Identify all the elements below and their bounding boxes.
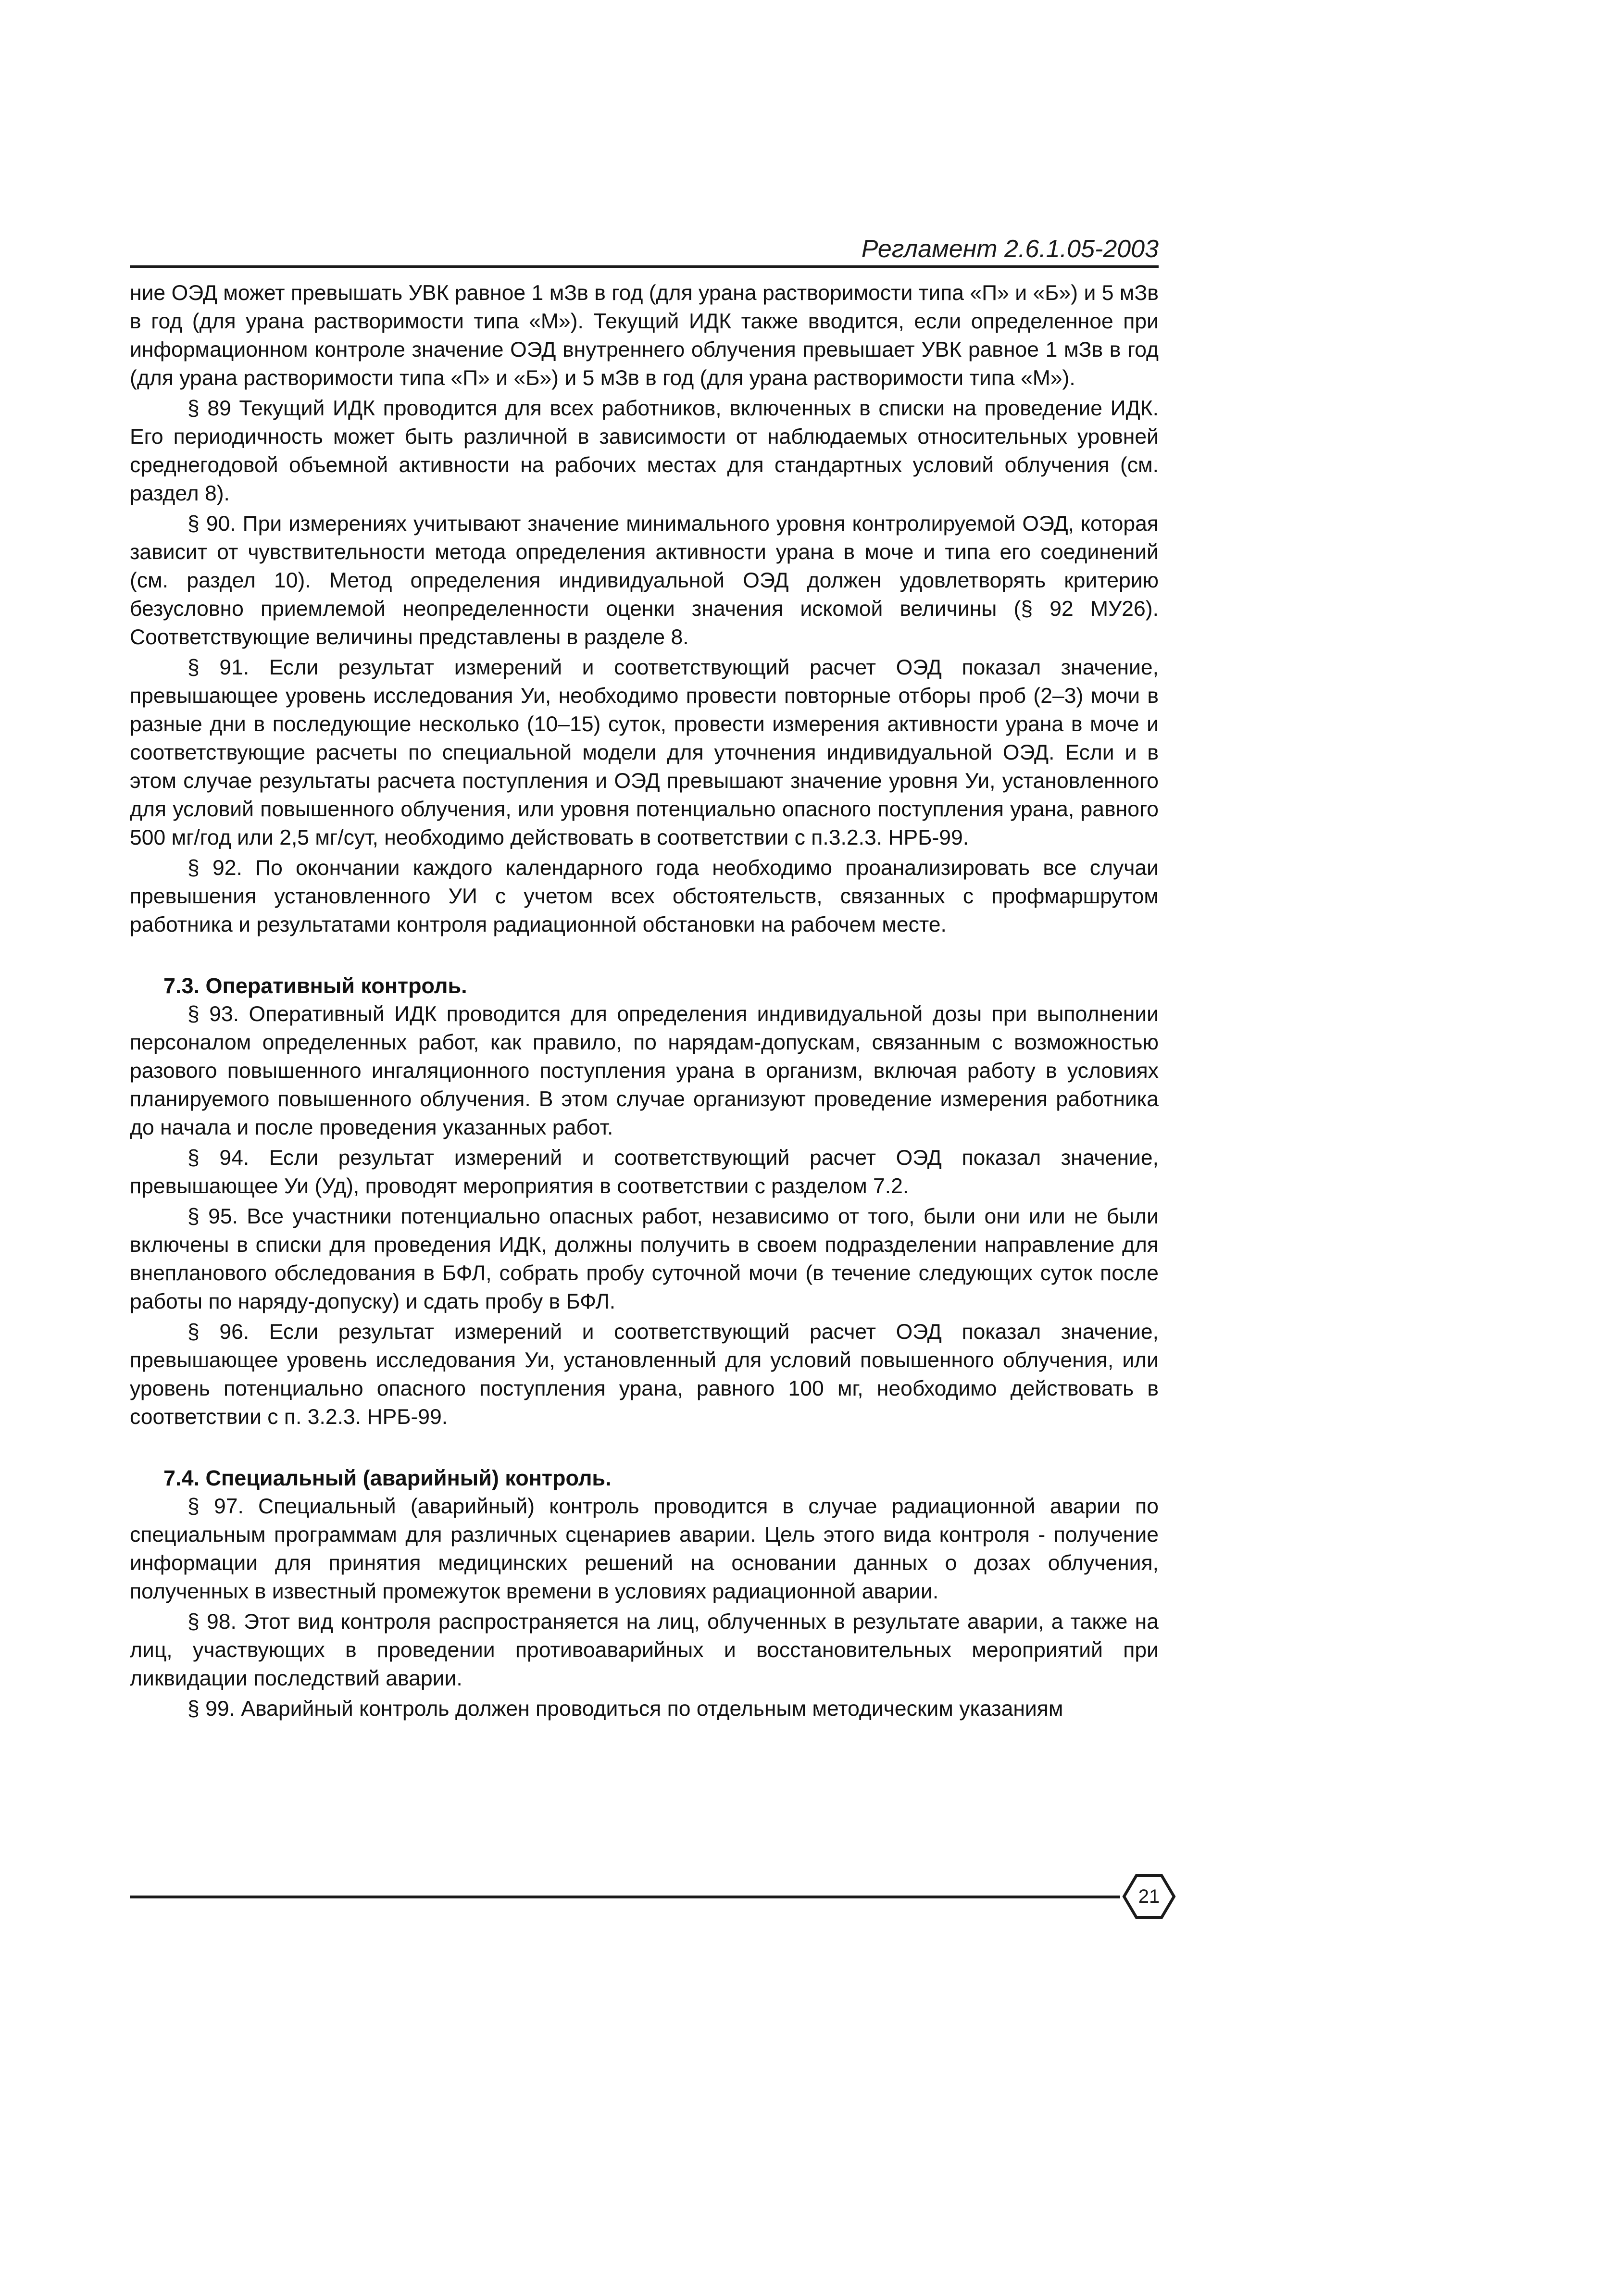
paragraph-93: § 93. Оперативный ИДК проводится для определения индивидуальной дозы при выполнении персоналом определенных работ, как правило, по нарядам-допускам, связанным с возможностью разового повышенного ингаляционного поступления урана в организм, включая работу в условиях планируемого повышенного облучения. В этом случае организуют проведение измерения работника до начала и после проведения указанных работ. — [130, 1002, 1159, 1139]
footer-rule — [130, 1896, 1120, 1898]
paragraph-99: § 99. Аварийный контроль должен проводиться по отдельным методическим указаниям — [187, 1697, 1063, 1721]
paragraph-90: § 90. При измерениях учитывают значение минимального уровня контролируемой ОЭД, которая зависит от чувствительности метода определения активности урана в моче и типа его соединений (см. раздел 10). Метод определения индивидуальной ОЭД должен удовлетворять критерию безусловно приемлемой неопределенности оценки значения искомой величины (§ 92 МУ26). Соответствующие величины представлены в разделе 8. — [130, 512, 1159, 649]
section-heading-7-3: 7.3. Оперативный контроль. — [163, 973, 467, 998]
page-number: 21 — [1138, 1886, 1160, 1907]
paragraph-92: § 92. По окончании каждого календарного года необходимо проанализировать все случаи превышения установленного УИ с учетом всех обстоятельств, связанных с профмаршрутом работника и результатами контроля радиационной обстановки на рабочем месте. — [130, 856, 1159, 936]
paragraph-94: § 94. Если результат измерений и соответствующий расчет ОЭД показал значение, превышающее Уи (Уд), проводят мероприятия в соответствии с разделом 7.2. — [130, 1146, 1159, 1198]
section-heading-7-4: 7.4. Специальный (аварийный) контроль. — [163, 1466, 612, 1490]
paragraph-continued: ние ОЭД может превышать УВК равное 1 мЗв в год (для урана растворимости типа «П» и «Б») и 5 мЗв в год (для урана растворимости типа «М»). Текущий ИДК также вводится, если определенное при информационном контроле значение ОЭД внутреннего облучения превышает УВК равное 1 мЗв в год (для урана растворимости типа «П» и «Б») и 5 мЗв в год (для урана растворимости типа «М»). — [130, 281, 1159, 390]
paragraph-96: § 96. Если результат измерений и соответствующий расчет ОЭД показал значение, превышающее уровень исследования Уи, установленный для условий повышенного облучения, или уровень потенциально опасного поступления урана, равного 100 мг, необходимо действовать в соответствии с п. 3.2.3. НРБ-99. — [130, 1320, 1159, 1429]
running-title: Регламент 2.6.1.05-2003 — [861, 235, 1159, 263]
paragraph-95: § 95. Все участники потенциально опасных работ, независимо от того, были они или не были включены в списки для проведения ИДК, должны получить в своем подразделении направление для внепланового обследования в БФЛ, собрать пробу суточной мочи (в течение следующих суток после работы по наряду-допуску) и сдать пробу в БФЛ. — [130, 1205, 1159, 1313]
paragraph-98: § 98. Этот вид контроля распространяется на лиц, облученных в результате аварии, а также на лиц, участвующих в проведении противоаварийных и восстановительных мероприятий при ликвидации последствий аварии. — [130, 1610, 1159, 1690]
page-footer — [130, 1868, 1195, 1925]
document-body — [130, 279, 1159, 1723]
paragraph-91: § 91. Если результат измерений и соответствующий расчет ОЭД показал значение, превышающее уровень исследования Уи, необходимо провести повторные отборы проб (2–3) мочи в разные дни в последующие несколько (10–15) суток, провести измерения активности урана в моче и соответствующие расчеты по специальной модели для уточнения индивидуальной ОЭД. Если и в этом случае результаты расчета поступления и ОЭД превышают значение уровня Уи, установленного для условий повышенного облучения, или уровня потенциально опасного поступления урана, равного 500 мг/год или 2,5 мг/сут, необходимо действовать в соответствии с п.3.2.3. НРБ-99. — [130, 656, 1159, 849]
running-header — [130, 230, 1159, 268]
page-number-diamond-icon — [1120, 1868, 1178, 1925]
paragraph-97: § 97. Специальный (аварийный) контроль проводится в случае радиационной аварии по специальным программам для различных сценариев аварии. Цель этого вида контроля - получение информации для принятия медицинских решений на основании данных о дозах облучения, полученных в известный промежуток времени в условиях радиационной аварии. — [130, 1495, 1159, 1603]
header-rule — [130, 265, 1159, 268]
paragraph-89: § 89 Текущий ИДК проводится для всех работников, включенных в списки на проведение ИДК. Его периодичность может быть различной в зависимости от наблюдаемых относительных уровней среднегодовой объемной активности на рабочих местах для стандартных условий облучения (см. раздел 8). — [130, 397, 1159, 505]
